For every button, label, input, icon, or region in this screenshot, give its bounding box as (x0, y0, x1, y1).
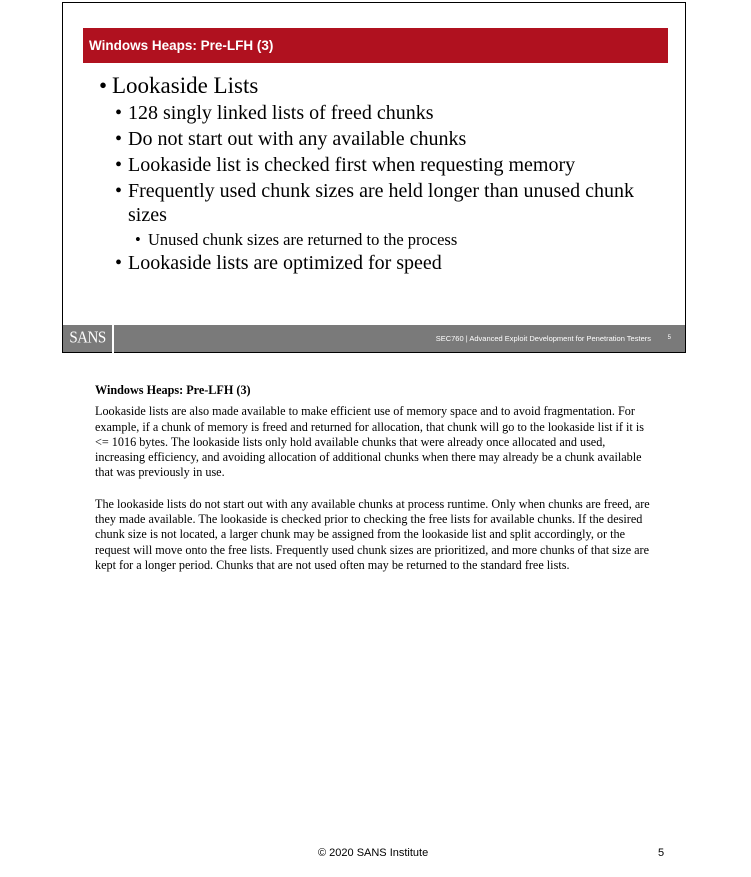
slide-bullets (99, 71, 669, 277)
bullet-dot: • (115, 128, 123, 150)
bullet-dot: • (99, 73, 108, 98)
slide-footer (63, 325, 685, 352)
slide (62, 2, 686, 353)
page-number: 5 (658, 847, 665, 859)
notes-title: Windows Heaps: Pre-LFH (3) (95, 383, 251, 397)
bullet-dot: • (115, 102, 123, 124)
bullet-subsub: • Unused chunk sizes are returned to the process (135, 230, 458, 249)
bullet-sub: • Frequently used chunk sizes are held longer than unused chunk sizes (115, 180, 634, 226)
speaker-notes (95, 383, 657, 589)
notes-paragraph: The lookaside lists do not start out with any available chunks at process runtime. Only when chunks are freed, are they made available. The lookaside is checked prior to checking the free lists for available chunks. If the desired chunk size is not located, a larger chunk may be assigned from the lookaside list and split accordingly, or the request will move onto the free lists. Frequently used chunk sizes are prioritized, and more chunks of that size are kept for a longer period. Chunks that are not used often may be returned to the standard free lists. (95, 496, 650, 572)
bullet-sub: • 128 singly linked lists of freed chunks (115, 102, 434, 124)
bullet-sub: • Lookaside list is checked first when requesting memory (115, 154, 576, 176)
bullet-main: • Lookaside Lists (99, 71, 669, 101)
copyright: © 2020 SANS Institute (318, 847, 429, 859)
bullet-sub: • Lookaside lists are optimized for speed (115, 252, 442, 274)
page-footer (0, 847, 751, 861)
bullet-dot: • (115, 180, 123, 202)
slide-title: Windows Heaps: Pre-LFH (3) (89, 38, 274, 53)
bullet-sub: • Do not start out with any available chunks (115, 128, 467, 150)
bullet-dot: • (135, 230, 141, 249)
course-title: SEC760 | Advanced Exploit Development for Penetration Testers (435, 334, 651, 343)
sans-logo: SANS (63, 323, 114, 354)
notes-paragraph: Lookaside lists are also made available to make efficient use of memory space and to avoid fragmentation. For example, if a chunk of memory is freed and returned for allocation, that chunk will go to the lookaside list if it is <= 1016 bytes. The lookaside lists only hold available chunks that were already once allocated and used, increasing efficiency, and avoiding allocation of additional chunks when there may already be a chunk available that was previously in use. (95, 404, 644, 480)
bullet-dot: • (115, 154, 123, 176)
slide-number: 5 (667, 335, 671, 341)
slide-title-bar (83, 28, 668, 63)
bullet-dot: • (115, 252, 123, 274)
